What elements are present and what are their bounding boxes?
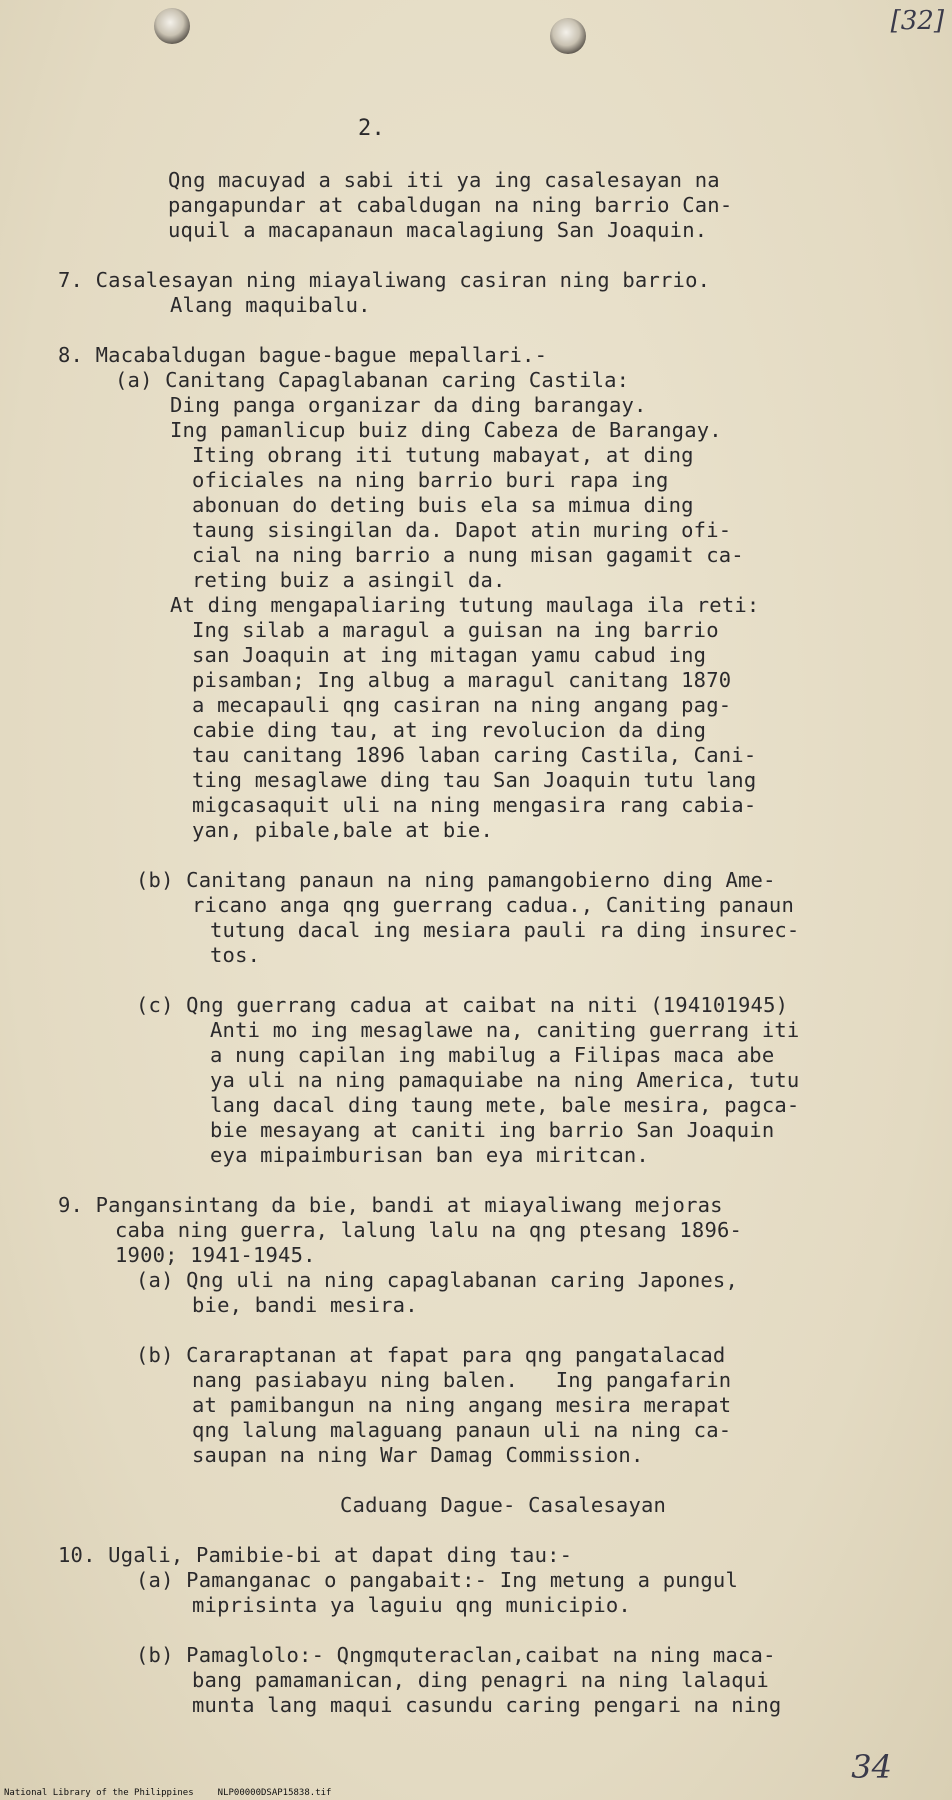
item-8b-line: tutung dacal ing mesiara pauli ra ding insurec-: [210, 918, 800, 942]
item-9b-heading: (b) Cararaptanan at fapat para qng pangatalacad: [136, 1343, 726, 1367]
intro-line: pangapundar at cabaldugan na ning barrio Can-: [168, 193, 733, 217]
section-heading: Caduang Dague- Casalesayan: [340, 1493, 667, 1517]
item-8a-line: a mecapauli qng casiran na ning angang pag-: [192, 693, 732, 717]
item-10b-line: bang pamamanican, ding penagri na ning lalaqui: [192, 1668, 769, 1692]
intro-line: uquil a macapanaun macalagiung San Joaquin.: [168, 218, 708, 242]
item-8c-heading: (c) Qng guerrang cadua at caibat na niti (194101945): [136, 993, 789, 1017]
item-8b-heading: (b) Canitang panaun na ning pamangobierno ding Ame-: [136, 868, 776, 892]
item-8a-line: yan, pibale,bale at bie.: [192, 818, 494, 842]
item-8b-line: tos.: [210, 943, 261, 967]
item-9b-line: at pamibangun na ning angang mesira merapat: [192, 1393, 732, 1417]
item-8a-line: tau canitang 1896 laban caring Castila, Cani-: [192, 743, 757, 767]
item-8a-line: taung sisingilan da. Dapot atin muring ofi-: [192, 518, 732, 542]
library-name: National Library of the Philippines: [4, 1788, 194, 1798]
item-8a-line: abonuan do deting buis ela sa mimua ding: [192, 493, 694, 517]
item-8a-heading: (a) Canitang Capaglabanan caring Castila:: [115, 368, 630, 392]
item-8a-line: Iting obrang iti tutung mabayat, at ding: [192, 443, 694, 467]
item-10b-heading: (b) Pamaglolo:- Qngmquteraclan,caibat na ning maca-: [136, 1643, 776, 1667]
item-10-title: 10. Ugali, Pamibie-bi at dapat ding tau:-: [58, 1543, 573, 1567]
item-8a-line: At ding mengapaliaring tutung maulaga ila reti:: [170, 593, 760, 617]
item-9b-line: qng lalung malaguang panaun uli na ning ca-: [192, 1418, 732, 1442]
punch-hole-right: [550, 18, 586, 54]
item-8c-line: bie mesayang at caniti ing barrio San Joaquin: [210, 1118, 775, 1142]
item-8a-line: Ing pamanlicup buiz ding Cabeza de Barangay.: [170, 418, 722, 442]
scan-filename: NLP00000DSAP15838.tif: [217, 1788, 332, 1798]
item-8a-line: pisamban; Ing albug a maragul canitang 1870: [192, 668, 732, 692]
item-9b-line: nang pasiabayu ning balen. Ing pangafarin: [192, 1368, 732, 1392]
item-10a-line: miprisinta ya laguiu qng municipio.: [192, 1593, 631, 1617]
item-7-text: Alang maquibalu.: [170, 293, 371, 317]
page-number: 2.: [358, 116, 385, 141]
item-8a-line: san Joaquin at ing mitagan yamu cabud ing: [192, 643, 707, 667]
item-8a-line: cial na ning barrio a nung misan gagamit ca-: [192, 543, 744, 567]
item-10b-line: munta lang maqui casundu caring pengari na ning: [192, 1693, 782, 1717]
item-8a-line: ting mesaglawe ding tau San Joaquin tutu lang: [192, 768, 757, 792]
item-8a-line: reting buiz a asingil da.: [192, 568, 506, 592]
item-8c-line: ya uli na ning pamaquiabe na ning America, tutu: [210, 1068, 800, 1092]
item-9-line: caba ning guerra, lalung lalu na qng ptesang 1896-: [115, 1218, 743, 1242]
item-7-title: 7. Casalesayan ning miayaliwang casiran ning barrio.: [58, 268, 711, 292]
item-8c-line: lang dacal ding taung mete, bale mesira, pagca-: [210, 1093, 800, 1117]
item-9a-heading: (a) Qng uli na ning capaglabanan caring Japones,: [136, 1268, 739, 1292]
item-8c-line: Anti mo ing mesaglawe na, caniting guerrang iti: [210, 1018, 800, 1042]
item-8b-line: ricano anga qng guerrang cadua., Caniting panaun: [192, 893, 795, 917]
item-8-title: 8. Macabaldugan bague-bague mepallari.-: [58, 343, 548, 367]
item-8a-line: oficiales na ning barrio buri rapa ing: [192, 468, 669, 492]
item-8a-line: cabie ding tau, at ing revolucion da ding: [192, 718, 707, 742]
intro-line: Qng macuyad a sabi iti ya ing casalesayan na: [168, 168, 720, 192]
item-9-line: 1900; 1941-1945.: [115, 1243, 316, 1267]
item-9-title: 9. Pangansintang da bie, bandi at miayaliwang mejoras: [58, 1193, 723, 1217]
item-9a-line: bie, bandi mesira.: [192, 1293, 418, 1317]
item-8a-line: Ding panga organizar da ding barangay.: [170, 393, 647, 417]
handwritten-page-mark: 34: [851, 1748, 892, 1786]
punch-hole-left: [154, 8, 190, 44]
item-8a-line: migcasaquit uli na ning mengasira rang cabia-: [192, 793, 757, 817]
item-8c-line: a nung capilan ing mabilug a Filipas maca abe: [210, 1043, 775, 1067]
item-10a-heading: (a) Pamanganac o pangabait:- Ing metung a pungul: [136, 1568, 739, 1592]
item-8c-line: eya mipaimburisan ban eya miritcan.: [210, 1143, 649, 1167]
item-8a-line: Ing silab a maragul a guisan na ing barrio: [192, 618, 719, 642]
scan-footer: [4, 1788, 331, 1798]
item-9b-line: saupan na ning War Damag Commission.: [192, 1443, 644, 1467]
archive-reference-mark: [32]: [890, 6, 944, 36]
